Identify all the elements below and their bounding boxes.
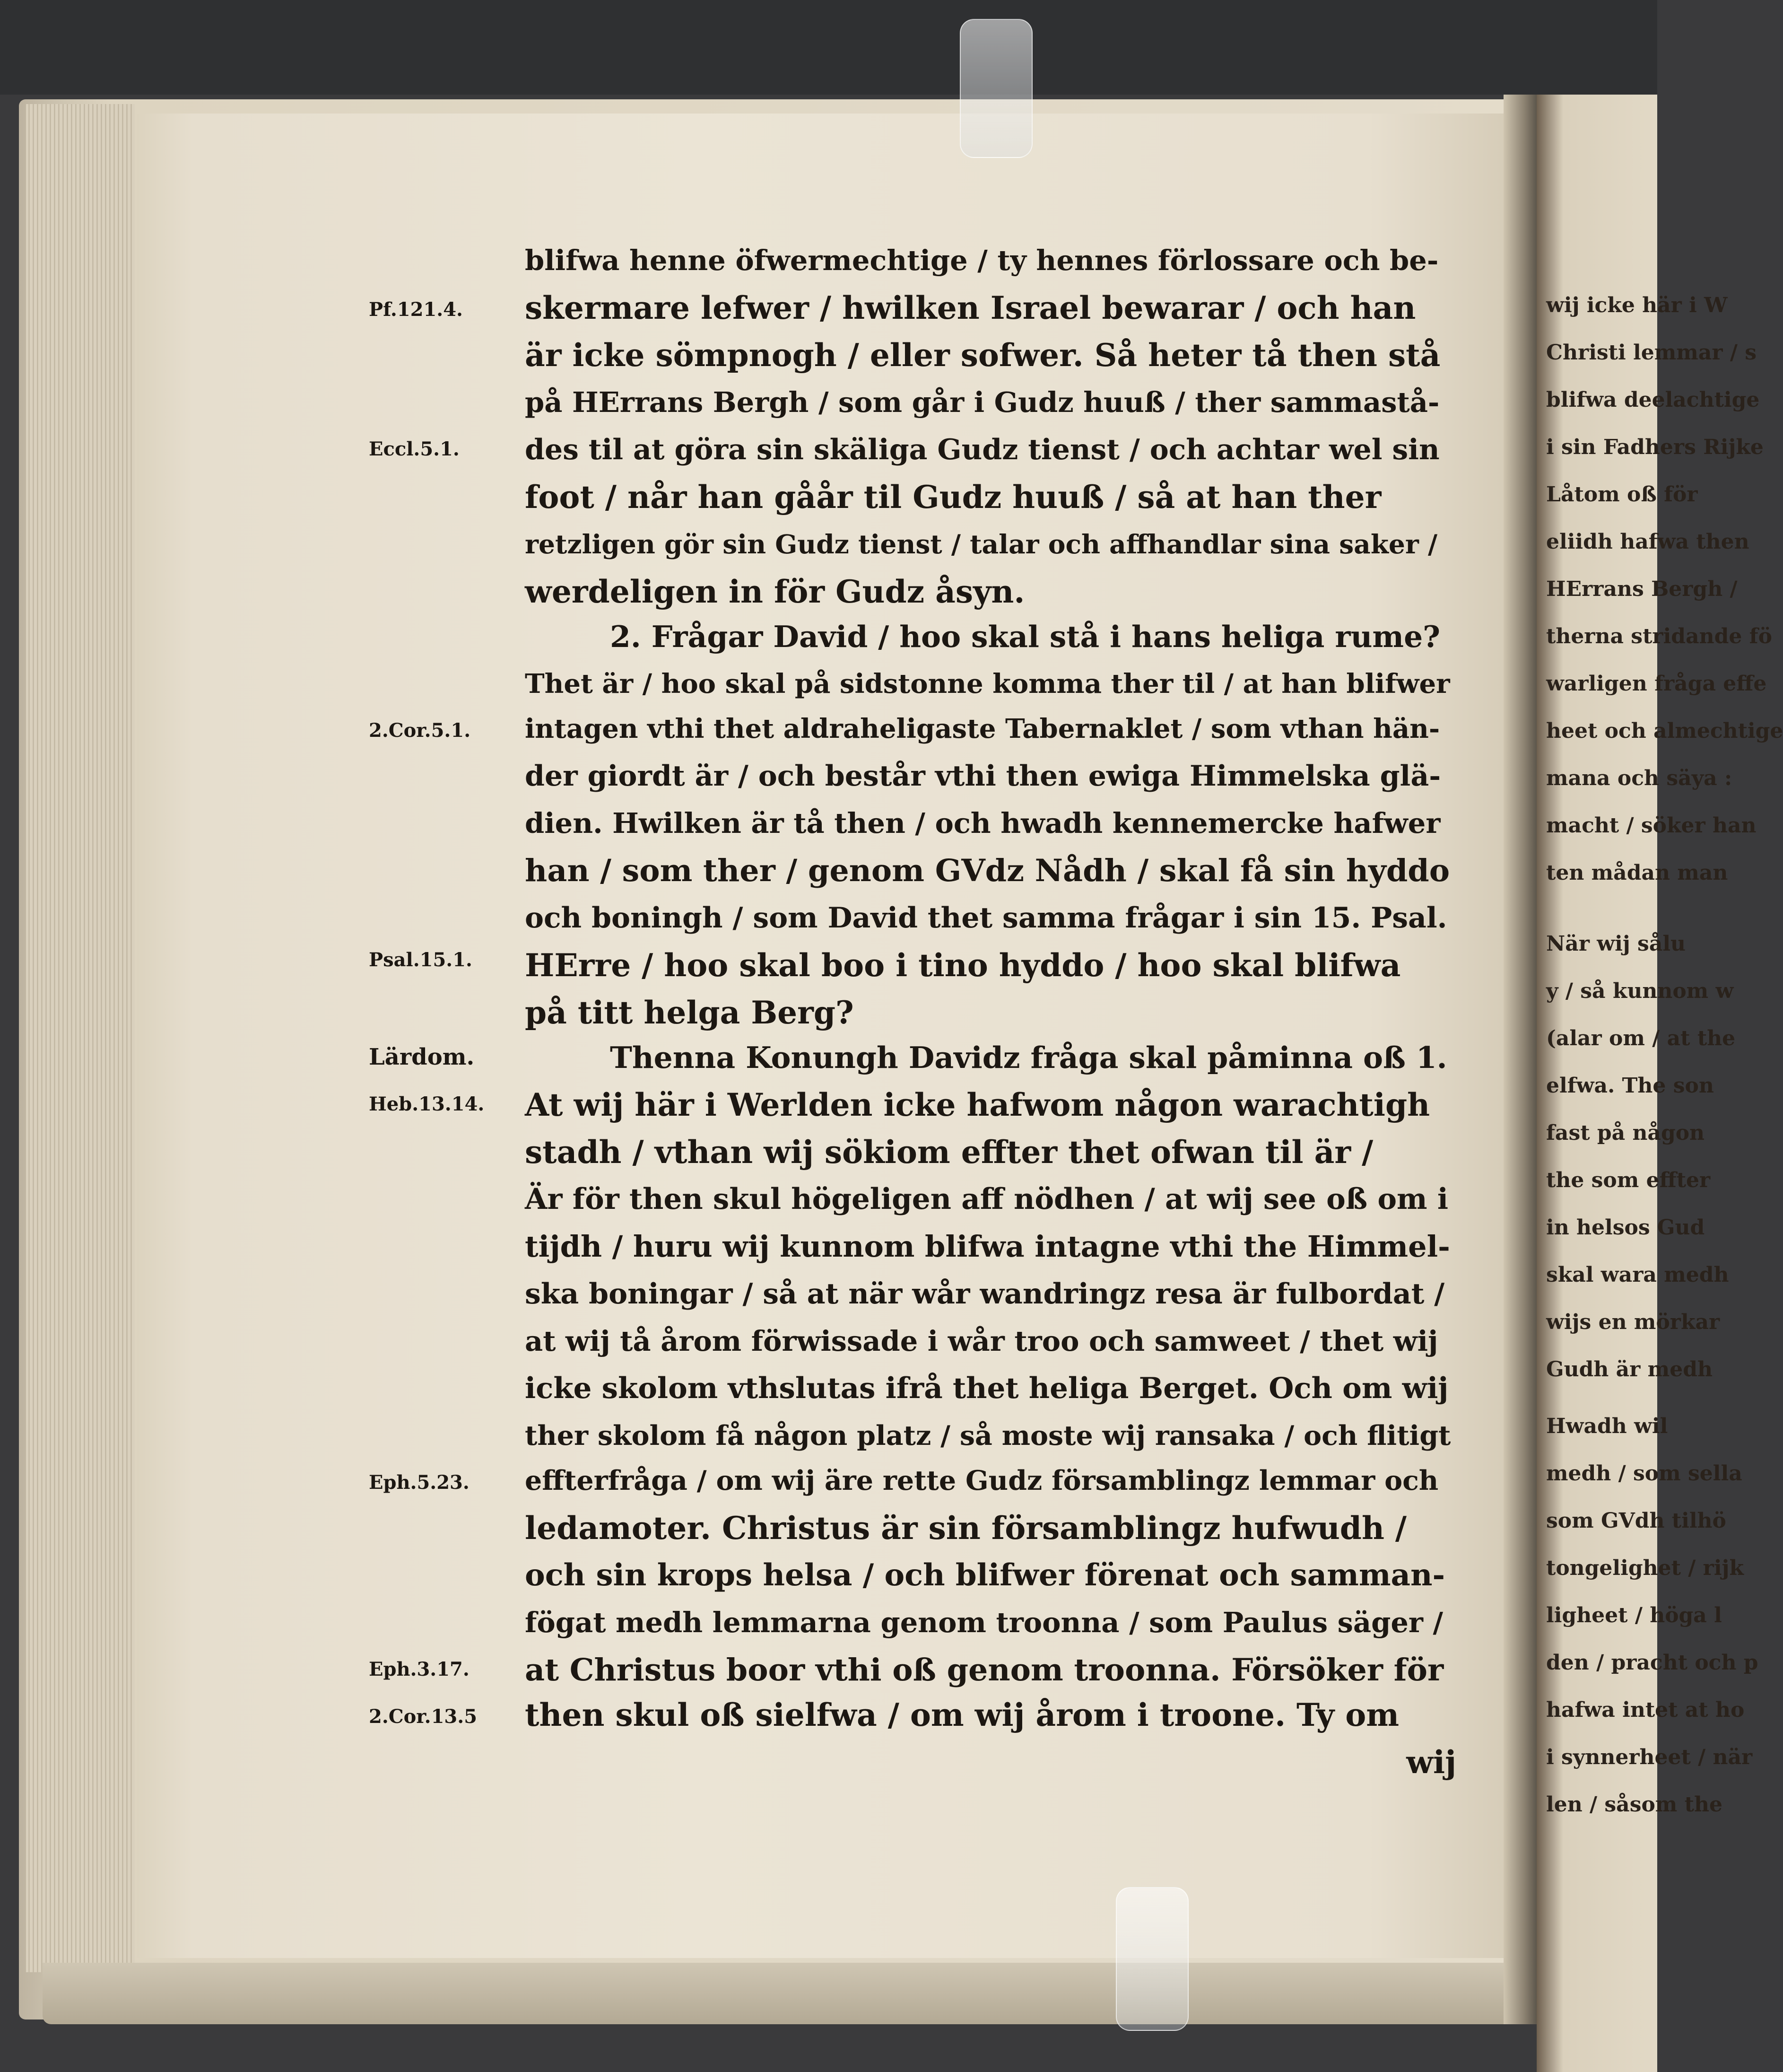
text-line: icke skolom vthslutas ifrå thet heliga Berget. Och om wij: [525, 1372, 1449, 1405]
facing-page-line: hafwa intet at ho: [1546, 1698, 1745, 1722]
text-line: foot / når han gåår til Gudz huuß / så at han ther: [525, 479, 1382, 516]
margin-note: Lärdom.: [369, 1044, 475, 1070]
facing-page-line: the som effter: [1546, 1168, 1711, 1192]
text-line: och boningh / som David thet samma frågar i sin 15. Psal.: [525, 901, 1447, 935]
text-line: retzligen gör sin Gudz tienst / talar och affhandlar sina saker /: [525, 529, 1438, 560]
text-line: At wij här i Werlden icke hafwom någon warachtigh: [525, 1086, 1430, 1123]
text-line: fögat medh lemmarna genom troonna / som Paulus säger /: [525, 1606, 1444, 1639]
facing-page-line: Låtom oß för: [1546, 482, 1698, 507]
facing-page-line: warligen fråga effe: [1546, 672, 1767, 696]
catchword: wij: [1406, 1744, 1456, 1781]
text-line: werdeligen in för Gudz åsyn.: [525, 573, 1025, 610]
facing-page-line: blifwa deelachtige: [1546, 388, 1760, 412]
facing-page-line: fast på någon: [1546, 1121, 1705, 1145]
text-line: Är för then skul högeligen aff nödhen / at wij see oß om i: [525, 1182, 1449, 1216]
text-line: Thet är / hoo skal på sidstonne komma ther til / at han blifwer: [525, 668, 1450, 699]
facing-page-line: tongelighet / rijk: [1546, 1556, 1744, 1580]
scanner-background: [0, 0, 1657, 95]
page-edges: [26, 104, 135, 1972]
book-bottom-edge: [43, 1963, 1541, 2024]
text-line: stadh / vthan wij sökiom effter thet ofwan til är /: [525, 1134, 1374, 1171]
text-line: tijdh / huru wij kunnom blifwa intagne vthi the Himmel-: [525, 1229, 1450, 1264]
facing-page-line: ligheet / höga l: [1546, 1603, 1722, 1627]
page-holder-clip-bottom: [1116, 1887, 1189, 2031]
text-line: HErre / hoo skal boo i tino hyddo / hoo skal blifwa: [525, 947, 1401, 984]
text-line: blifwa henne öfwermechtige / ty hennes förlossare och be-: [525, 244, 1439, 277]
facing-page-line: in helsos Gud: [1546, 1215, 1705, 1240]
facing-page-line: y / så kunnom w: [1546, 979, 1734, 1003]
text-line: then skul oß sielfwa / om wij årom i troone. Ty om: [525, 1696, 1400, 1733]
text-line: des til at göra sin skäliga Gudz tienst / och achtar wel sin: [525, 433, 1440, 466]
facing-page-line: som GVdh tilhö: [1546, 1509, 1726, 1533]
text-line: ther skolom få någon platz / så moste wij ransaka / och flitigt: [525, 1420, 1451, 1451]
facing-page-line: HErrans Bergh /: [1546, 577, 1738, 601]
facing-page-line: mana och säya :: [1546, 766, 1732, 790]
text-line: at Christus boor vthi oß genom troonna. Försöker för: [525, 1652, 1444, 1688]
facing-page-line: wijs en mörkar: [1546, 1310, 1720, 1334]
margin-note: Eph.5.23.: [369, 1471, 470, 1494]
facing-page-line: (alar om / at the: [1546, 1026, 1736, 1050]
page-holder-clip-top: [960, 19, 1033, 158]
book-gutter: [1504, 95, 1541, 2024]
facing-page-line: i sin Fadhers Rijke: [1546, 435, 1764, 459]
text-line: ledamoter. Christus är sin församblingz hufwudh /: [525, 1510, 1407, 1547]
text-line: ska boningar / så at när wår wandringz resa är fulbordat /: [525, 1277, 1445, 1311]
facing-page-line: wij icke här i W: [1546, 293, 1728, 317]
facing-page: [1537, 95, 1783, 2072]
facing-page-line: Christi lemmar / s: [1546, 341, 1757, 365]
margin-note: 2.Cor.13.5: [369, 1705, 478, 1728]
text-line: är icke sömpnogh / eller sofwer. Så heter tå then stå: [525, 337, 1441, 374]
facing-page-line: Gudh är medh: [1546, 1357, 1713, 1381]
text-line: på titt helga Berg?: [525, 994, 854, 1031]
facing-page-line: ten mådan man: [1546, 861, 1728, 885]
facing-page-line: macht / söker han: [1546, 813, 1757, 838]
text-line: intagen vthi thet aldraheligaste Tabernaklet / som vthan hän-: [525, 713, 1440, 744]
margin-note: Pf.121.4.: [369, 298, 463, 321]
facing-page-line: len / såsom the: [1546, 1792, 1722, 1817]
facing-page-line: medh / som sella: [1546, 1461, 1742, 1486]
facing-page-line: skal wara medh: [1546, 1263, 1729, 1287]
text-line: at wij tå årom förwissade i wår troo och samweet / thet wij: [525, 1325, 1438, 1357]
text-line: på HErrans Bergh / som går i Gudz huuß / ther sammastå-: [525, 386, 1440, 419]
text-line: han / som ther / genom GVdz Nådh / skal få sin hyddo: [525, 853, 1450, 889]
facing-page-line: heet och almechtige: [1546, 719, 1783, 743]
facing-page-line: den / pracht och p: [1546, 1651, 1758, 1675]
facing-page-line: i synnerheet / när: [1546, 1745, 1753, 1769]
margin-note: Eph.3.17.: [369, 1658, 470, 1680]
facing-page-line: elfwa. Thе son: [1546, 1074, 1714, 1098]
text-line: effterfråga / om wij äre rette Gudz församblingz lemmar och: [525, 1465, 1439, 1496]
text-line: 2. Frågar David / hoo skal stå i hans heliga rume?: [610, 619, 1441, 654]
text-line: och sin krops helsa / och blifwer förenat och samman-: [525, 1557, 1445, 1593]
text-line: skermare lefwer / hwilken Israel bewarar / och han: [525, 289, 1416, 326]
facing-page-line: eliidh hafwa then: [1546, 530, 1749, 554]
text-line: der giordt är / och består vthi then ewiga Himmelska glä-: [525, 760, 1441, 793]
margin-note: 2.Cor.5.1.: [369, 719, 471, 742]
facing-page-line: När wij sålu: [1546, 932, 1686, 956]
margin-note: Eccl.5.1.: [369, 438, 460, 460]
margin-note: Psal.15.1.: [369, 949, 472, 971]
facing-page-line: Hwadh wil: [1546, 1414, 1668, 1438]
text-line: Thenna Konungh Davidz fråga skal påminna oß 1.: [610, 1040, 1447, 1075]
facing-page-line: therna stridande fö: [1546, 624, 1772, 648]
margin-note: Heb.13.14.: [369, 1093, 485, 1115]
text-line: dien. Hwilken är tå then / och hwadh kennemercke hafwer: [525, 807, 1441, 839]
